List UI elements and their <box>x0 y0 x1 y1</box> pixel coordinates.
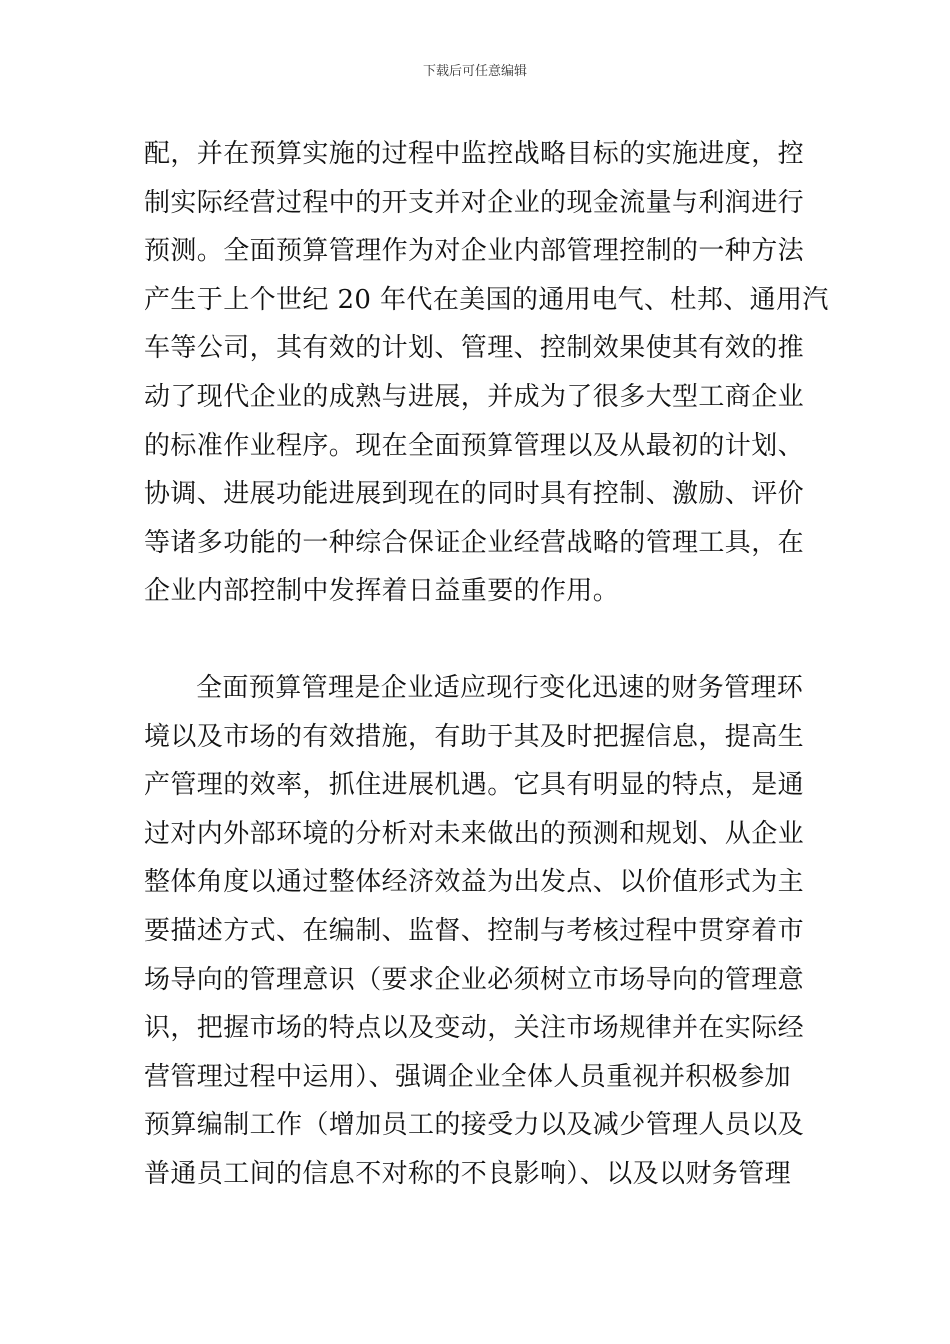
text-line: 动了现代企业的成熟与进展，并成为了很多大型工商企业 <box>144 381 805 412</box>
text-line: 企业内部控制中发挥着日益重要的作用。 <box>144 576 620 607</box>
paragraph-gap <box>144 616 808 664</box>
text-line: 配，并在预算实施的过程中监控战略目标的实施进度，控 <box>144 139 805 169</box>
text-line: 全面预算管理是企业适应现行变化迅速的财务管理环 <box>196 672 804 703</box>
text-line: 的标准作业程序。现在全面预算管理以及从最初的计划、 <box>144 430 805 461</box>
text-line: 预算编制工作（增加员工的接受力以及减少管理人员以及 <box>144 1110 805 1141</box>
text-line: 车等公司，其有效的计划、管理、控制效果使其有效的推 <box>144 333 805 364</box>
text-line: 整体角度以通过整体经济效益为出发点、以价值形式为主 <box>144 867 805 898</box>
text-line: 产生于上个世纪 20 年代在美国的通用电气、杜邦、通用汽 <box>144 284 829 315</box>
document-body <box>144 130 829 1198</box>
text-line: 场导向的管理意识（要求企业必须树立市场导向的管理意 <box>144 964 805 995</box>
text-line: 普通员工间的信息不对称的不良影响）、以及以财务管理 <box>144 1158 792 1189</box>
text-line: 产管理的效率，抓住进展机遇。它具有明显的特点，是通 <box>144 770 805 801</box>
text-line: 要描述方式、在编制、监督、控制与考核过程中贯穿着市 <box>144 915 805 946</box>
text-line: 营管理过程中运用）、强调企业全体人员重视并积极参加 <box>144 1061 792 1092</box>
text-line: 境以及市场的有效措施，有助于其及时把握信息，提高生 <box>144 721 805 752</box>
text-line: 等诸多功能的一种综合保证企业经营战略的管理工具，在 <box>144 527 805 558</box>
text-line: 识，把握市场的特点以及变动，关注市场规律并在实际经 <box>144 1013 805 1044</box>
page-header: 下载后可任意编辑 <box>422 64 527 79</box>
paragraph-2 <box>144 664 808 1199</box>
text-line: 过对内外部环境的分析对未来做出的预测和规划、从企业 <box>144 818 805 849</box>
text-line: 预测。全面预算管理作为对企业内部管理控制的一种方法 <box>144 236 805 267</box>
text-line: 协调、进展功能进展到现在的同时具有控制、激励、评价 <box>144 479 805 510</box>
paragraph-1 <box>144 130 829 616</box>
text-line: 制实际经营过程中的开支并对企业的现金流量与利润进行 <box>144 187 805 218</box>
